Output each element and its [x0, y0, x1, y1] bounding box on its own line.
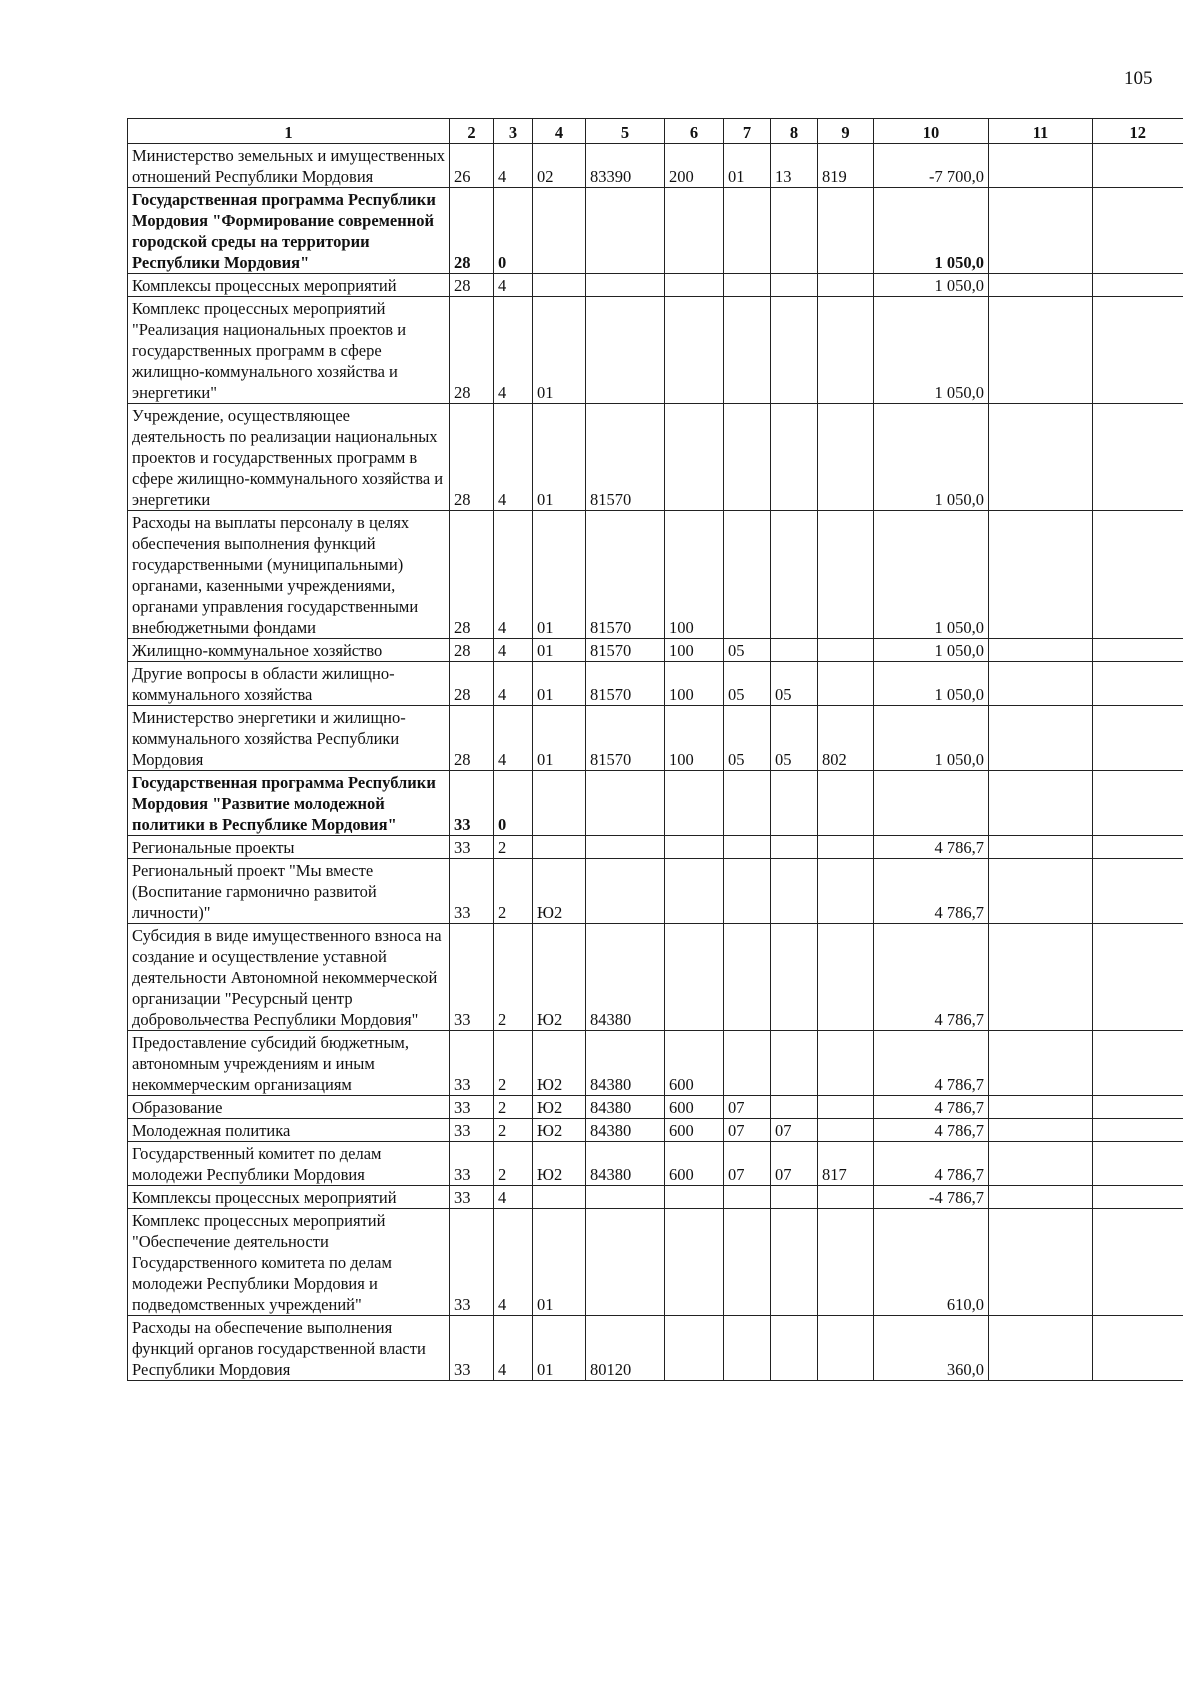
- amount-cell: 610,0: [874, 1209, 989, 1316]
- empty-cell: [989, 274, 1093, 297]
- empty-cell: [989, 511, 1093, 639]
- code-cell: [818, 188, 874, 274]
- empty-cell: [1093, 924, 1183, 1031]
- code-cell: 4: [494, 1186, 533, 1209]
- code-cell: 4: [494, 297, 533, 404]
- code-cell: [665, 859, 724, 924]
- code-cell: 26: [450, 144, 494, 188]
- code-cell: [586, 836, 665, 859]
- code-cell: Ю2: [533, 859, 586, 924]
- code-cell: [771, 404, 818, 511]
- row-name-cell: Комплекс процессных мероприятий "Обеспечение деятельности Государственного комитета по делам молодежи Республики Мордовия и подведомственных учреждений": [128, 1209, 450, 1316]
- empty-cell: [989, 836, 1093, 859]
- code-cell: 84380: [586, 1096, 665, 1119]
- code-cell: 02: [533, 144, 586, 188]
- code-cell: 28: [450, 639, 494, 662]
- code-cell: [818, 1031, 874, 1096]
- code-cell: [724, 1031, 771, 1096]
- code-cell: 84380: [586, 1119, 665, 1142]
- row-name-cell: Государственная программа Республики Мордовия "Формирование современной городской среды на территории Республики Мордовия": [128, 188, 450, 274]
- code-cell: 81570: [586, 404, 665, 511]
- code-cell: 13: [771, 144, 818, 188]
- table-row: [128, 274, 1183, 297]
- code-cell: [818, 1316, 874, 1381]
- code-cell: 05: [724, 662, 771, 706]
- code-cell: [771, 297, 818, 404]
- code-cell: [771, 1031, 818, 1096]
- code-cell: [818, 511, 874, 639]
- empty-cell: [1093, 404, 1183, 511]
- header-cell: 1: [128, 119, 450, 144]
- header-cell: 12: [1093, 119, 1183, 144]
- amount-cell: 4 786,7: [874, 1142, 989, 1186]
- code-cell: 100: [665, 706, 724, 771]
- amount-cell: -7 700,0: [874, 144, 989, 188]
- table-row: [128, 859, 1183, 924]
- code-cell: [586, 1209, 665, 1316]
- code-cell: 05: [724, 639, 771, 662]
- empty-cell: [1093, 511, 1183, 639]
- empty-cell: [989, 706, 1093, 771]
- code-cell: [724, 771, 771, 836]
- row-name-cell: Субсидия в виде имущественного взноса на создание и осуществление уставной деятельности Автономной некоммерческой организации "Ресурсный центр добровольчества Республики Мордовия": [128, 924, 450, 1031]
- empty-cell: [1093, 1209, 1183, 1316]
- page-number: 105: [1124, 68, 1153, 89]
- row-name-cell: Молодежная политика: [128, 1119, 450, 1142]
- code-cell: 33: [450, 1119, 494, 1142]
- code-cell: [818, 274, 874, 297]
- code-cell: 07: [771, 1119, 818, 1142]
- code-cell: Ю2: [533, 924, 586, 1031]
- code-cell: 01: [533, 511, 586, 639]
- code-cell: [724, 274, 771, 297]
- empty-cell: [989, 404, 1093, 511]
- code-cell: [818, 404, 874, 511]
- code-cell: 83390: [586, 144, 665, 188]
- code-cell: 33: [450, 771, 494, 836]
- empty-cell: [1093, 706, 1183, 771]
- code-cell: 80120: [586, 1316, 665, 1381]
- code-cell: [665, 836, 724, 859]
- code-cell: 600: [665, 1119, 724, 1142]
- table-row: [128, 924, 1183, 1031]
- row-name-cell: Министерство земельных и имущественных отношений Республики Мордовия: [128, 144, 450, 188]
- code-cell: [771, 1096, 818, 1119]
- code-cell: [818, 662, 874, 706]
- empty-cell: [1093, 771, 1183, 836]
- code-cell: 2: [494, 1096, 533, 1119]
- empty-cell: [1093, 662, 1183, 706]
- empty-cell: [989, 1186, 1093, 1209]
- code-cell: 33: [450, 1186, 494, 1209]
- row-name-cell: Жилищно-коммунальное хозяйство: [128, 639, 450, 662]
- code-cell: 33: [450, 1316, 494, 1381]
- code-cell: [771, 1186, 818, 1209]
- empty-cell: [989, 662, 1093, 706]
- amount-cell: 1 050,0: [874, 662, 989, 706]
- code-cell: [724, 297, 771, 404]
- budget-table: [127, 118, 1183, 1381]
- empty-cell: [1093, 297, 1183, 404]
- code-cell: 600: [665, 1031, 724, 1096]
- code-cell: [724, 188, 771, 274]
- amount-cell: 360,0: [874, 1316, 989, 1381]
- empty-cell: [989, 1119, 1093, 1142]
- code-cell: 0: [494, 188, 533, 274]
- code-cell: 2: [494, 859, 533, 924]
- code-cell: 100: [665, 662, 724, 706]
- empty-cell: [1093, 639, 1183, 662]
- amount-cell: -4 786,7: [874, 1186, 989, 1209]
- empty-cell: [1093, 1119, 1183, 1142]
- table-row: [128, 639, 1183, 662]
- header-cell: 6: [665, 119, 724, 144]
- table-row: [128, 1096, 1183, 1119]
- empty-cell: [1093, 188, 1183, 274]
- code-cell: Ю2: [533, 1119, 586, 1142]
- code-cell: 600: [665, 1096, 724, 1119]
- code-cell: 200: [665, 144, 724, 188]
- code-cell: [724, 859, 771, 924]
- code-cell: [818, 1186, 874, 1209]
- empty-cell: [989, 297, 1093, 404]
- code-cell: [586, 771, 665, 836]
- code-cell: [818, 859, 874, 924]
- row-name-cell: Региональный проект "Мы вместе (Воспитание гармонично развитой личности)": [128, 859, 450, 924]
- code-cell: [818, 924, 874, 1031]
- empty-cell: [1093, 1096, 1183, 1119]
- header-cell: 5: [586, 119, 665, 144]
- code-cell: [771, 188, 818, 274]
- code-cell: 28: [450, 297, 494, 404]
- empty-cell: [989, 1096, 1093, 1119]
- code-cell: [771, 1316, 818, 1381]
- code-cell: [533, 836, 586, 859]
- row-name-cell: Комплексы процессных мероприятий: [128, 1186, 450, 1209]
- empty-cell: [989, 188, 1093, 274]
- code-cell: 802: [818, 706, 874, 771]
- code-cell: 819: [818, 144, 874, 188]
- empty-cell: [989, 1209, 1093, 1316]
- code-cell: 07: [724, 1119, 771, 1142]
- empty-cell: [989, 1316, 1093, 1381]
- code-cell: 01: [533, 1316, 586, 1381]
- code-cell: 100: [665, 511, 724, 639]
- code-cell: 33: [450, 924, 494, 1031]
- code-cell: [665, 274, 724, 297]
- code-cell: 33: [450, 859, 494, 924]
- header-row: [128, 119, 1183, 144]
- code-cell: [665, 771, 724, 836]
- code-cell: [586, 297, 665, 404]
- code-cell: [724, 924, 771, 1031]
- code-cell: 33: [450, 836, 494, 859]
- table-row: [128, 1316, 1183, 1381]
- code-cell: [771, 771, 818, 836]
- header-cell: 9: [818, 119, 874, 144]
- header-cell: 4: [533, 119, 586, 144]
- header-cell: 8: [771, 119, 818, 144]
- code-cell: [771, 859, 818, 924]
- code-cell: [665, 1316, 724, 1381]
- row-name-cell: Образование: [128, 1096, 450, 1119]
- header-cell: 11: [989, 119, 1093, 144]
- code-cell: 600: [665, 1142, 724, 1186]
- amount-cell: 1 050,0: [874, 511, 989, 639]
- code-cell: 4: [494, 1316, 533, 1381]
- table-row: [128, 511, 1183, 639]
- code-cell: [771, 1209, 818, 1316]
- table-row: [128, 144, 1183, 188]
- amount-cell: 1 050,0: [874, 274, 989, 297]
- code-cell: [586, 859, 665, 924]
- code-cell: 01: [533, 297, 586, 404]
- code-cell: [665, 924, 724, 1031]
- code-cell: [724, 511, 771, 639]
- amount-cell: 4 786,7: [874, 1031, 989, 1096]
- empty-cell: [989, 771, 1093, 836]
- row-name-cell: Другие вопросы в области жилищно-коммунального хозяйства: [128, 662, 450, 706]
- amount-cell: 1 050,0: [874, 297, 989, 404]
- code-cell: 05: [771, 706, 818, 771]
- table-row: [128, 662, 1183, 706]
- code-cell: [665, 188, 724, 274]
- table-row: [128, 1186, 1183, 1209]
- empty-cell: [1093, 859, 1183, 924]
- code-cell: 33: [450, 1142, 494, 1186]
- amount-cell: 4 786,7: [874, 859, 989, 924]
- empty-cell: [989, 859, 1093, 924]
- code-cell: [724, 404, 771, 511]
- row-name-cell: Расходы на выплаты персоналу в целях обеспечения выполнения функций государственными (муниципальными) органами, казенными учреждениями, органами управления государственными внебюджетными фондами: [128, 511, 450, 639]
- amount-cell: [874, 771, 989, 836]
- code-cell: [771, 274, 818, 297]
- code-cell: 07: [771, 1142, 818, 1186]
- code-cell: [818, 639, 874, 662]
- code-cell: [665, 297, 724, 404]
- table-row: [128, 297, 1183, 404]
- empty-cell: [1093, 1186, 1183, 1209]
- code-cell: 07: [724, 1142, 771, 1186]
- code-cell: [771, 511, 818, 639]
- code-cell: [533, 1186, 586, 1209]
- amount-cell: 4 786,7: [874, 1119, 989, 1142]
- table-row: [128, 706, 1183, 771]
- code-cell: Ю2: [533, 1096, 586, 1119]
- code-cell: [533, 188, 586, 274]
- code-cell: [818, 1119, 874, 1142]
- code-cell: 81570: [586, 706, 665, 771]
- amount-cell: 4 786,7: [874, 836, 989, 859]
- code-cell: 4: [494, 511, 533, 639]
- header-cell: 10: [874, 119, 989, 144]
- code-cell: 2: [494, 924, 533, 1031]
- row-name-cell: Комплексы процессных мероприятий: [128, 274, 450, 297]
- header-cell: 3: [494, 119, 533, 144]
- code-cell: 33: [450, 1096, 494, 1119]
- code-cell: [665, 1209, 724, 1316]
- code-cell: 01: [533, 639, 586, 662]
- code-cell: 81570: [586, 639, 665, 662]
- code-cell: 01: [533, 706, 586, 771]
- code-cell: 01: [533, 1209, 586, 1316]
- code-cell: [586, 1186, 665, 1209]
- code-cell: [724, 1316, 771, 1381]
- code-cell: [818, 1209, 874, 1316]
- code-cell: [586, 274, 665, 297]
- code-cell: [665, 1186, 724, 1209]
- table-row: [128, 1142, 1183, 1186]
- table-row: [128, 771, 1183, 836]
- table-row: [128, 1119, 1183, 1142]
- empty-cell: [989, 1031, 1093, 1096]
- code-cell: 81570: [586, 662, 665, 706]
- code-cell: 2: [494, 1119, 533, 1142]
- code-cell: [586, 188, 665, 274]
- code-cell: [665, 404, 724, 511]
- code-cell: 4: [494, 706, 533, 771]
- code-cell: 28: [450, 706, 494, 771]
- code-cell: [771, 924, 818, 1031]
- empty-cell: [1093, 1142, 1183, 1186]
- code-cell: 4: [494, 404, 533, 511]
- table-row: [128, 1209, 1183, 1316]
- code-cell: [818, 836, 874, 859]
- row-name-cell: Государственная программа Республики Мордовия "Развитие молодежной политики в Республике Мордовия": [128, 771, 450, 836]
- row-name-cell: Министерство энергетики и жилищно-коммунального хозяйства Республики Мордовия: [128, 706, 450, 771]
- code-cell: 28: [450, 188, 494, 274]
- empty-cell: [989, 639, 1093, 662]
- code-cell: 28: [450, 274, 494, 297]
- code-cell: 84380: [586, 1142, 665, 1186]
- code-cell: 05: [724, 706, 771, 771]
- amount-cell: 4 786,7: [874, 924, 989, 1031]
- row-name-cell: Предоставление субсидий бюджетным, автономным учреждениям и иным некоммерческим организациям: [128, 1031, 450, 1096]
- code-cell: [724, 1209, 771, 1316]
- code-cell: Ю2: [533, 1142, 586, 1186]
- amount-cell: 1 050,0: [874, 404, 989, 511]
- code-cell: 4: [494, 639, 533, 662]
- row-name-cell: Комплекс процессных мероприятий "Реализация национальных проектов и государственных программ в сфере жилищно-коммунального хозяйства и энергетики": [128, 297, 450, 404]
- code-cell: 2: [494, 836, 533, 859]
- amount-cell: 1 050,0: [874, 639, 989, 662]
- empty-cell: [1093, 144, 1183, 188]
- empty-cell: [1093, 274, 1183, 297]
- table-row: [128, 404, 1183, 511]
- row-name-cell: Расходы на обеспечение выполнения функций органов государственной власти Республики Мордовия: [128, 1316, 450, 1381]
- code-cell: 4: [494, 662, 533, 706]
- empty-cell: [1093, 1316, 1183, 1381]
- code-cell: 28: [450, 404, 494, 511]
- code-cell: [771, 639, 818, 662]
- table-row: [128, 188, 1183, 274]
- amount-cell: 1 050,0: [874, 188, 989, 274]
- code-cell: 4: [494, 144, 533, 188]
- amount-cell: 1 050,0: [874, 706, 989, 771]
- code-cell: [818, 771, 874, 836]
- code-cell: 28: [450, 511, 494, 639]
- code-cell: 84380: [586, 1031, 665, 1096]
- empty-cell: [1093, 1031, 1183, 1096]
- table-row: [128, 836, 1183, 859]
- code-cell: [533, 274, 586, 297]
- code-cell: 81570: [586, 511, 665, 639]
- header-cell: 7: [724, 119, 771, 144]
- empty-cell: [989, 1142, 1093, 1186]
- code-cell: [533, 771, 586, 836]
- code-cell: 817: [818, 1142, 874, 1186]
- code-cell: 2: [494, 1031, 533, 1096]
- empty-cell: [1093, 836, 1183, 859]
- code-cell: [724, 1186, 771, 1209]
- code-cell: 01: [724, 144, 771, 188]
- code-cell: [771, 836, 818, 859]
- code-cell: 05: [771, 662, 818, 706]
- code-cell: 28: [450, 662, 494, 706]
- code-cell: 0: [494, 771, 533, 836]
- header-cell: 2: [450, 119, 494, 144]
- code-cell: 2: [494, 1142, 533, 1186]
- code-cell: [724, 836, 771, 859]
- code-cell: [818, 1096, 874, 1119]
- code-cell: 100: [665, 639, 724, 662]
- empty-cell: [989, 924, 1093, 1031]
- empty-cell: [989, 144, 1093, 188]
- code-cell: 01: [533, 404, 586, 511]
- code-cell: 4: [494, 1209, 533, 1316]
- code-cell: Ю2: [533, 1031, 586, 1096]
- code-cell: 33: [450, 1209, 494, 1316]
- code-cell: 84380: [586, 924, 665, 1031]
- row-name-cell: Региональные проекты: [128, 836, 450, 859]
- amount-cell: 4 786,7: [874, 1096, 989, 1119]
- table-row: [128, 1031, 1183, 1096]
- row-name-cell: Государственный комитет по делам молодежи Республики Мордовия: [128, 1142, 450, 1186]
- code-cell: 33: [450, 1031, 494, 1096]
- code-cell: 01: [533, 662, 586, 706]
- code-cell: [818, 297, 874, 404]
- code-cell: 4: [494, 274, 533, 297]
- code-cell: 07: [724, 1096, 771, 1119]
- row-name-cell: Учреждение, осуществляющее деятельность по реализации национальных проектов и государственных программ в сфере жилищно-коммунального хозяйства и энергетики: [128, 404, 450, 511]
